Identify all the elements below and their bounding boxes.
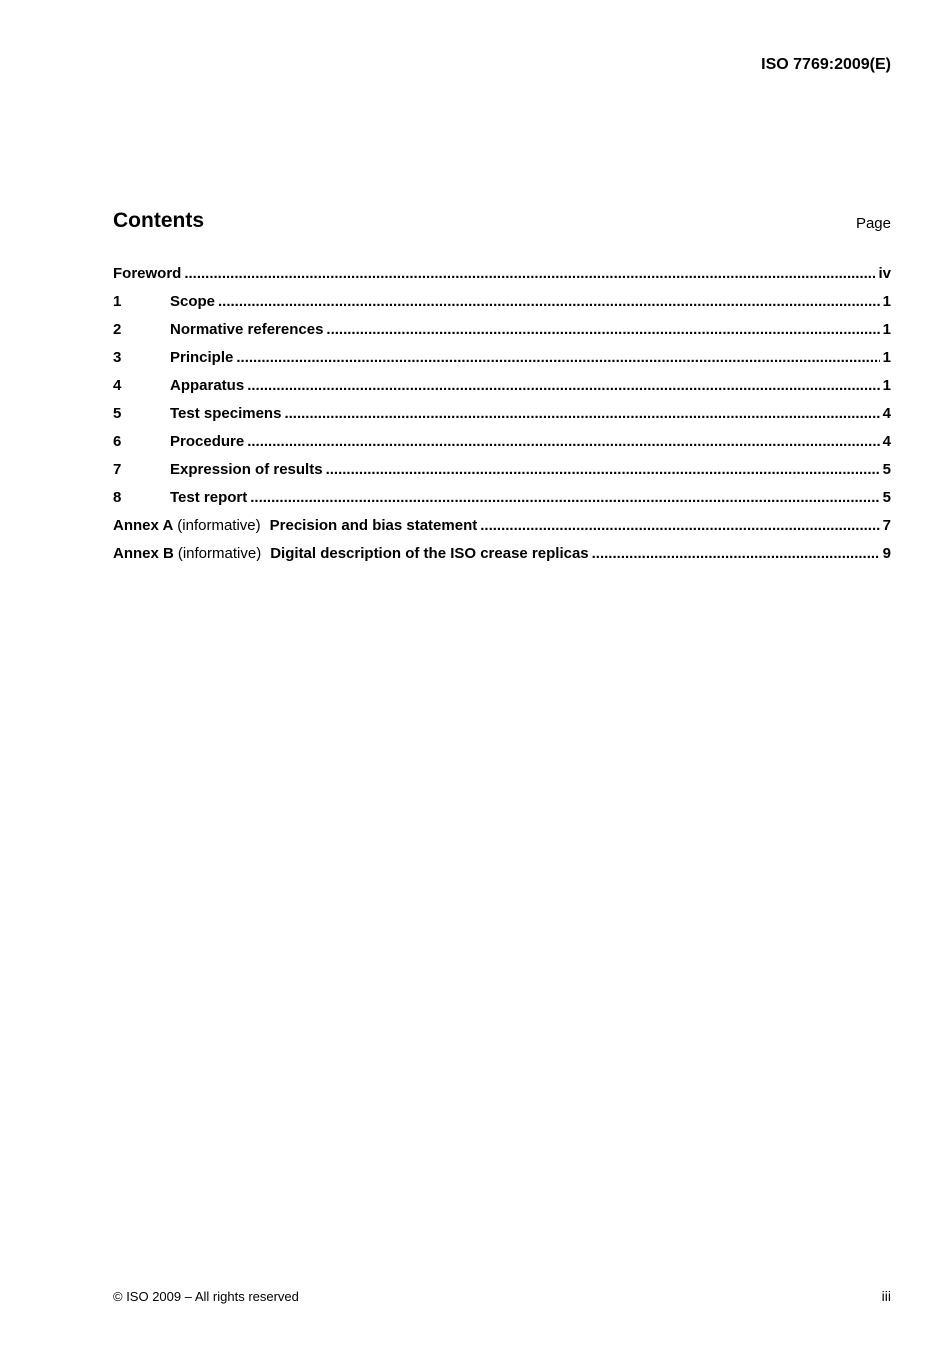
toc-leader-dots [326,461,880,478]
toc-entry-title: Scope [170,293,216,310]
toc-entry-principle[interactable] [113,349,891,377]
footer-page-number: iii [881,1288,891,1304]
table-of-contents [113,265,891,573]
toc-annex-label: Annex B [113,545,174,562]
toc-entry-title: Expression of results [170,461,323,478]
toc-entry-title: Apparatus [170,377,245,394]
document-id: ISO 7769:2009(E) [761,56,891,73]
toc-entry-annex-b[interactable] [113,545,891,573]
toc-entry-page: 7 [882,517,891,534]
toc-entry-expression-of-results[interactable] [113,461,891,489]
toc-entry-test-report[interactable] [113,489,891,517]
toc-entry-title: Normative references [170,321,324,338]
toc-entry-annex-a[interactable] [113,517,891,545]
toc-entry-title: Precision and bias statement [269,517,478,534]
toc-entry-number: 6 [113,433,122,450]
toc-entry-page: 4 [882,433,891,450]
toc-leader-dots [592,545,880,562]
toc-entry-number: 4 [113,377,122,394]
toc-entry-number: 8 [113,489,122,506]
toc-entry-number: 3 [113,349,122,366]
page-column-label: Page [855,215,891,232]
toc-entry-page: 1 [882,293,891,310]
toc-entry-page: 5 [882,489,891,506]
toc-entry-scope[interactable] [113,293,891,321]
toc-entry-title: Test report [170,489,248,506]
toc-annex-label: Annex A [113,517,174,534]
toc-leader-dots [250,489,879,506]
toc-entry-number: 2 [113,321,122,338]
toc-entry-page: 1 [882,321,891,338]
toc-entry-foreword[interactable] [113,265,891,293]
toc-entry-title: Digital description of the ISO crease replicas [270,545,589,562]
toc-entry-page: 4 [882,405,891,422]
toc-entry-title: Foreword [113,265,182,282]
toc-entry-title: Procedure [170,433,245,450]
toc-annex-type: (informative) [177,545,262,562]
toc-leader-dots [218,293,880,310]
toc-leader-dots [184,265,875,282]
toc-entry-number: 7 [113,461,122,478]
toc-entry-page: 5 [882,461,891,478]
toc-entry-page: 1 [882,377,891,394]
toc-leader-dots [247,433,879,450]
toc-leader-dots [284,405,879,422]
toc-leader-dots [480,517,879,534]
contents-title: Contents [113,209,204,232]
toc-entry-number: 1 [113,293,122,310]
toc-entry-number: 5 [113,405,122,422]
toc-leader-dots [247,377,879,394]
toc-entry-page: 9 [882,545,891,562]
toc-entry-apparatus[interactable] [113,377,891,405]
toc-entry-title: Test specimens [170,405,282,422]
toc-leader-dots [236,349,879,366]
toc-entry-normative-references[interactable] [113,321,891,349]
toc-leader-dots [326,321,879,338]
toc-entry-page: iv [878,265,891,282]
toc-entry-page: 1 [882,349,891,366]
footer-copyright: © ISO 2009 – All rights reserved [113,1289,299,1304]
toc-entry-test-specimens[interactable] [113,405,891,433]
toc-entry-procedure[interactable] [113,433,891,461]
toc-annex-type: (informative) [177,517,261,534]
toc-entry-title: Principle [170,349,234,366]
